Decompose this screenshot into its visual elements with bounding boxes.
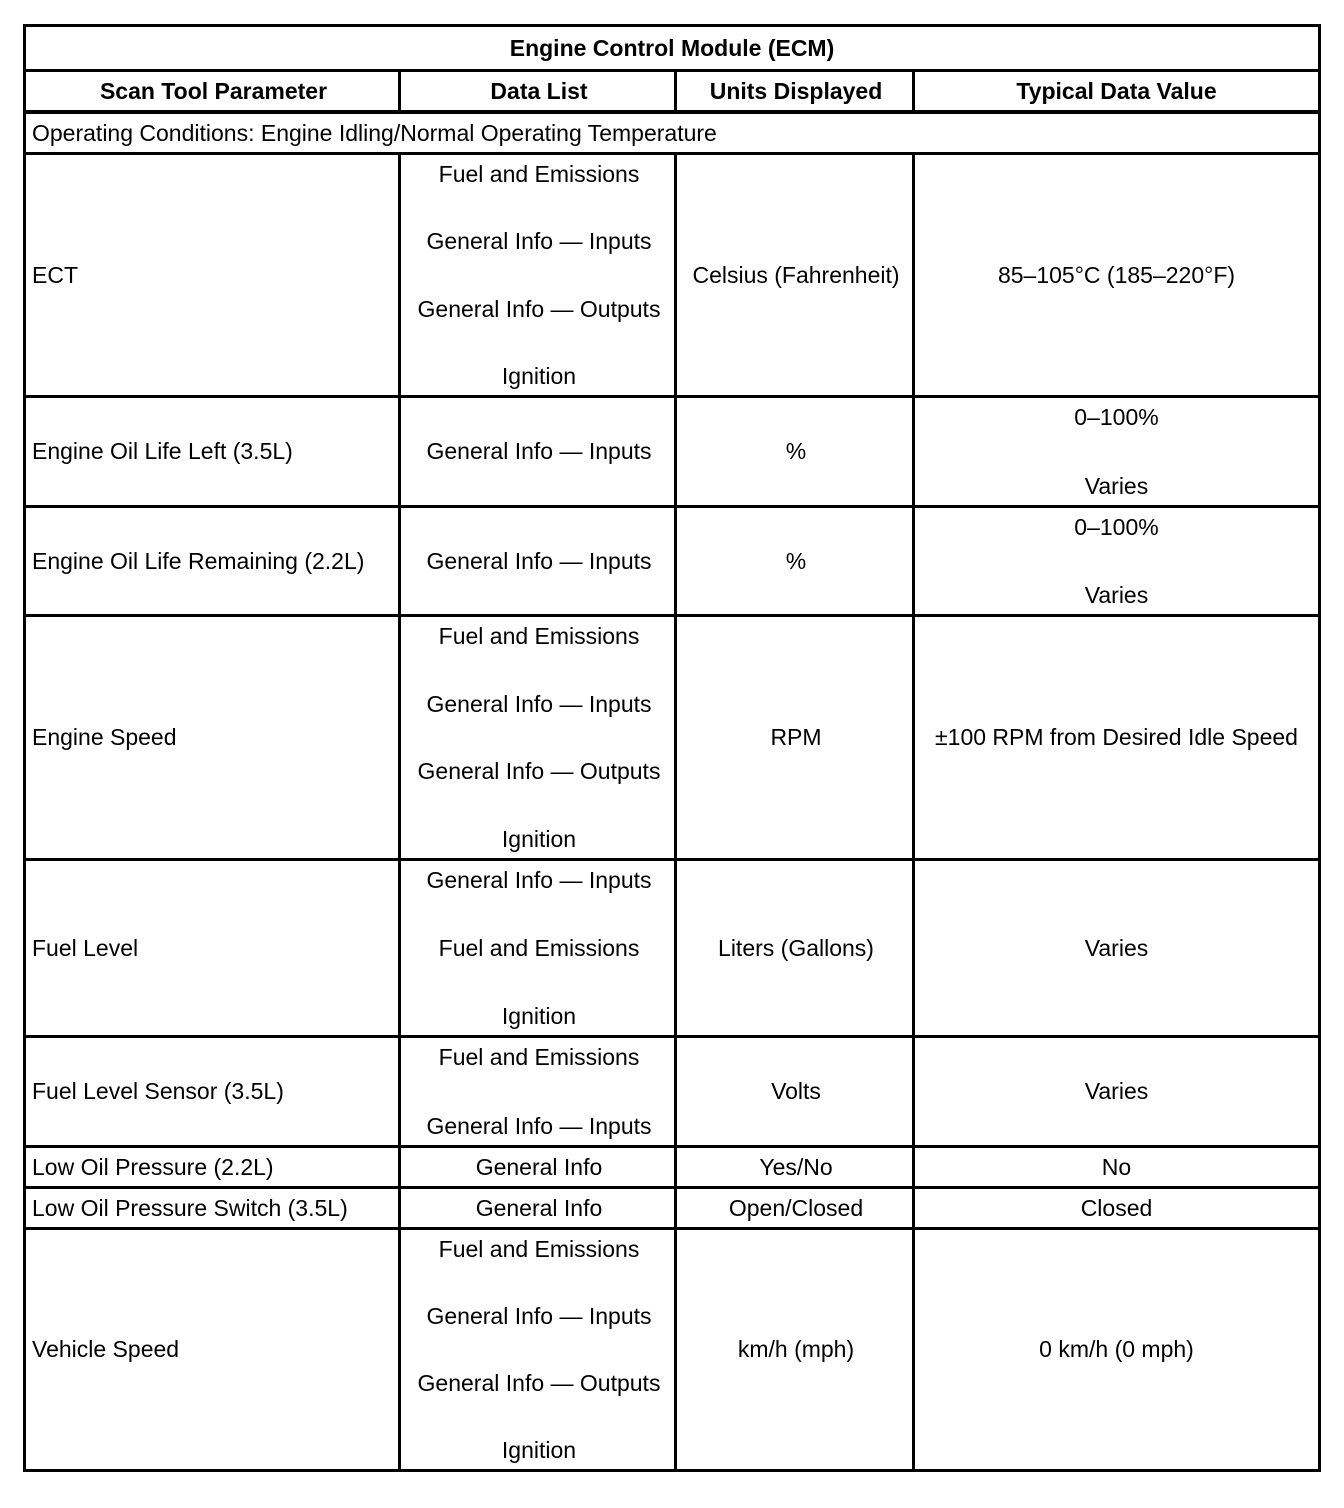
typical-value: Varies [1084,934,1149,961]
units-value: RPM [770,724,822,750]
header-row [26,69,1318,110]
data-list-stack [418,1230,661,1469]
typical-value-stack [1074,508,1158,614]
typical-value-cell [912,508,1318,614]
operating-conditions: Operating Conditions: Engine Idling/Normal Operating Temperature [32,119,717,146]
parameter-name: Vehicle Speed [32,1336,180,1362]
units-cell [674,398,915,505]
parameter-cell [26,508,401,614]
data-list-entry: Fuel and Emissions [438,161,640,187]
units-value: % [785,438,807,464]
parameter-cell [26,617,401,858]
parameter-cell [26,861,401,1035]
typical-value-cell [912,1230,1318,1469]
data-list-entry: General Info — Inputs [426,547,652,574]
data-list-stack [426,861,651,1035]
parameter-name: Low Oil Pressure (2.2L) [32,1153,274,1180]
typical-value: 0–100% [1074,514,1159,540]
header-value: Typical Data Value [1016,77,1217,104]
parameter-name: Engine Oil Life Remaining (2.2L) [32,547,365,574]
units-cell [674,155,915,395]
data-list-entry: General Info — Outputs [417,758,661,785]
data-list-entry: General Info — Inputs [426,1113,652,1139]
units-cell [674,508,915,614]
data-list-cell [398,1189,677,1227]
table-row [26,395,1318,505]
parameter-name: Engine Speed [32,724,177,750]
typical-value: Varies [1084,1078,1149,1104]
data-list-cell [398,1230,677,1469]
data-list-stack [418,155,661,395]
data-list-entry: Ignition [501,825,577,852]
table-row [26,858,1318,1035]
table-title-row [26,27,1318,69]
units-value: Open/Closed [728,1194,864,1221]
typical-value: 0 km/h (0 mph) [1039,1336,1194,1362]
header-cell-parameter [26,72,401,110]
data-list-cell [398,1148,677,1186]
units-value: Volts [771,1078,821,1104]
units-value: Liters (Gallons) [718,934,874,961]
header-cell-units [674,72,915,110]
data-list-entry: Fuel and Emissions [438,935,640,961]
data-list-entry: Ignition [501,362,577,389]
data-list-entry: General Info — Inputs [426,867,652,893]
table-row [26,152,1318,395]
header-parameter: Scan Tool Parameter [99,77,328,104]
table-row [26,614,1318,858]
data-list-entry: General Info [475,1194,603,1221]
typical-value-cell [912,398,1318,505]
data-list-entry: General Info — Inputs [426,690,652,717]
parameter-name: Engine Oil Life Left (3.5L) [32,438,293,464]
data-list-entry: General Info — Outputs [417,1370,661,1396]
parameter-cell [26,1148,401,1186]
data-list-entry: Fuel and Emissions [438,623,640,649]
data-list-entry: General Info — Inputs [426,438,652,464]
data-list-entry: General Info — Outputs [417,295,661,322]
table-row [26,1145,1318,1186]
parameter-cell [26,1189,401,1227]
table-row [26,505,1318,614]
typical-value: 85–105°C (185–220°F) [997,261,1236,288]
units-value: Celsius (Fahrenheit) [692,261,900,288]
typical-value: Closed [1080,1194,1153,1221]
units-value: % [785,547,807,574]
data-list-entry: General Info — Inputs [426,228,652,255]
typical-value-cell [912,861,1318,1035]
header-units: Units Displayed [709,77,883,104]
typical-value-cell [912,155,1318,395]
units-value: Yes/No [759,1153,833,1180]
parameter-cell [26,155,401,395]
parameter-cell [26,398,401,505]
table-row [26,1227,1318,1469]
header-cell-data-list [398,72,677,110]
typical-value-cell [912,1189,1318,1227]
units-cell [674,1038,915,1145]
parameter-cell [26,1230,401,1469]
ecm-data-table [23,24,1321,1472]
table-title: Engine Control Module (ECM) [509,34,835,61]
parameter-name: Fuel Level [32,934,139,961]
parameter-name: ECT [32,261,78,288]
typical-value: ±100 RPM from Desired Idle Speed [935,724,1298,750]
typical-value-cell [912,617,1318,858]
units-cell [674,1230,915,1469]
data-list-entry: Ignition [501,1003,577,1029]
data-list-entry: Ignition [501,1437,577,1463]
data-list-cell [398,617,677,858]
parameter-name: Low Oil Pressure Switch (3.5L) [32,1194,348,1221]
units-value: km/h (mph) [737,1336,855,1362]
typical-value-cell [912,1038,1318,1145]
data-list-cell [398,155,677,395]
operating-conditions-row [26,110,1318,152]
typical-value: Varies [1084,473,1149,499]
data-list-entry: General Info [475,1153,603,1180]
data-list-cell [398,861,677,1035]
data-list-cell [398,1038,677,1145]
typical-value: 0–100% [1074,404,1159,430]
data-list-entry: Fuel and Emissions [438,1044,640,1070]
table-row [26,1186,1318,1227]
data-list-stack [418,617,661,858]
data-list-entry: Fuel and Emissions [438,1236,640,1262]
data-list-stack [426,1038,651,1145]
typical-value-cell [912,1148,1318,1186]
data-list-cell [398,398,677,505]
typical-value-stack [1074,398,1158,505]
header-data-list: Data List [490,77,588,104]
parameter-name: Fuel Level Sensor (3.5L) [32,1078,284,1104]
units-cell [674,1148,915,1186]
typical-value: Varies [1084,582,1149,608]
data-list-cell [398,508,677,614]
parameter-cell [26,1038,401,1145]
units-cell [674,861,915,1035]
units-cell [674,617,915,858]
data-list-entry: General Info — Inputs [426,1303,652,1329]
typical-value: No [1101,1153,1132,1180]
table-row [26,1035,1318,1145]
units-cell [674,1189,915,1227]
header-cell-value [912,72,1318,110]
